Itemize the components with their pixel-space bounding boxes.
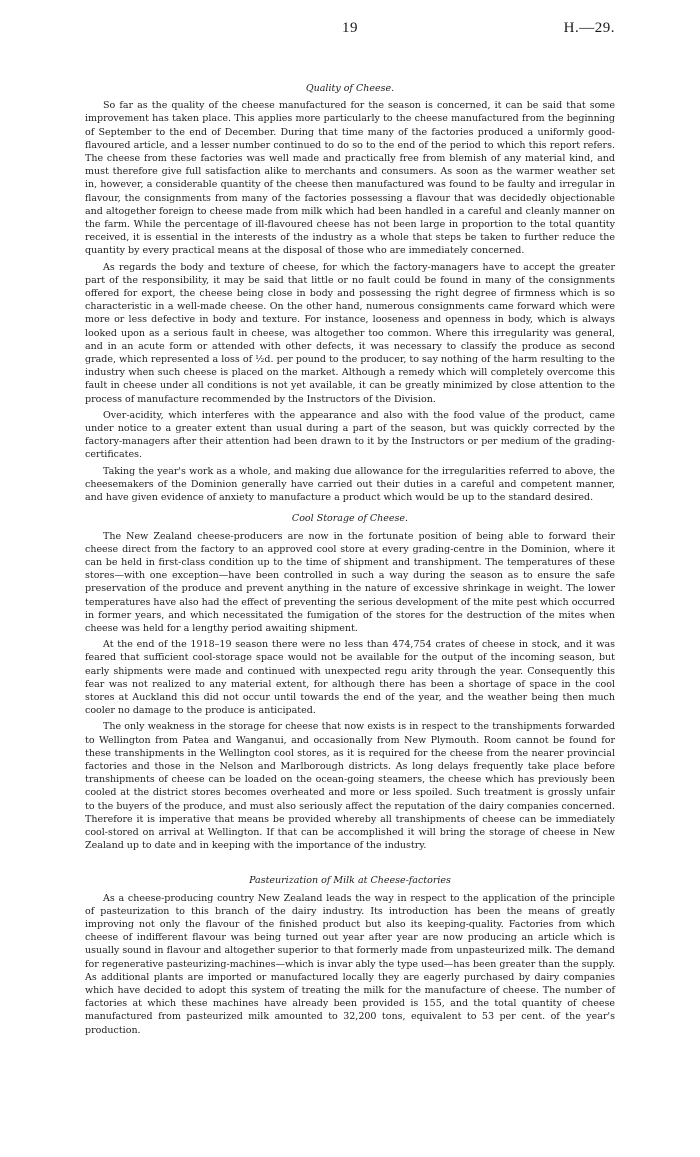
section-title: Cool Storage of Cheese. (291, 513, 409, 525)
paragraph: The New Zealand cheese-producers are now in the fortunate position of being able to forward their cheese direct from the factory to an approved cool store at every grading-centre in the Dominion, where it can be held in first-class condition up to the time of shipment and transhipment. The temperatures of these stores—with one exception—have been controlled in such a way during the season as to ensure the safe preservation of the produce and prevent anything in the nature of excessive shrinkage in weight. The lower temperatures have also had the effect of preventing the serious development of the mite pest which occurred in former years, and which necessitated the fumigation of the stores for the destruction of the mites when cheese was held for a lengthy period awaiting shipment. (85, 530, 615, 634)
page-header (85, 20, 615, 40)
page-number: 19 (342, 20, 358, 36)
paragraph: As a cheese-producing country New Zealand leads the way in respect to the application of the principle of pasteurization to this branch of the dairy industry. Its introduction has been the means of greatly improving not only the flavour of the finished product but also its keeping-quality. Factories from which cheese of indifferent flavour was being turned out year after year are now producing an article which is usually sound in flavour and altogether superior to that formerly made from unpasteurized milk. The demand for regenerative pasteurizing-machines—which is invar ably the type used—has been greater than the supply. As additional plants are imported or manufactured locally they are eagerly purchased by dairy companies which have decided to adopt this system of treating the milk for the manufacture of cheese. The number of factories at which these machines have already been provided is 155, and the total quantity of cheese manufactured from pasteurized milk amounted to 32,200 tons, equivalent to 53 per cent. of the year's production. (85, 892, 615, 1036)
section-cool-storage (85, 512, 615, 852)
paragraph: Over-acidity, which interferes with the appearance and also with the food value of the product, came under notice to a greater extent than usual during a part of the season, but was quickly corrected by the factory-managers after their attention had been drawn to it by the Instructors or per medium of the grading-certificates. (85, 409, 615, 461)
document-reference: H.—29. (563, 20, 615, 36)
document-body (85, 80, 615, 1040)
section-title: Pasteurization of Milk at Cheese-factories (249, 875, 451, 887)
section-pasteurization (85, 874, 615, 1036)
paragraph: As regards the body and texture of cheese, for which the factory-managers have to accept the greater part of the responsibility, it may be said that little or no fault could be found in many of the consignments offered for export, the cheese being close in body and possessing the right degree of firmness which is so characteristic in a well-made cheese. On the other hand, numerous consignments came forward which were more or less defective in body and texture. For instance, looseness and openness in body, which is always looked upon as a serious fault in cheese, was altogether too common. Where this irregularity was general, and in an acute form or attended with other defects, it was necessary to classify the produce as second grade, which represented a loss of ½d. per pound to the producer, to say nothing of the harm resulting to the industry when such cheese is placed on the market. Although a remedy which will completely overcome this fault in cheese under all conditions is not yet available, it can be greatly minimized by close attention to the process of manufacture recommended by the Instructors of the Division. (85, 261, 615, 405)
section-quality-of-cheese (85, 82, 615, 504)
section-title: Quality of Cheese. (305, 83, 395, 94)
paragraph: At the end of the 1918–19 season there were no less than 474,754 crates of cheese in stock, and it was feared that sufficient cool-storage space would not be available for the output of the incoming season, but early shipments were made and continued with unexpected regu arity through the year. Consequently this fear was not realized to any material extent, for although there has been a shortage of space in the cool stores at Auckland this did not occur until towards the end of the year, and the weather being then much cooler no damage to the produce is anticipated. (85, 639, 615, 717)
paragraph: The only weakness in the storage for cheese that now exists is in respect to the transhipments forwarded to Wellington from Patea and Wanganui, and occasionally from New Plymouth. Room cannot be found for these transhipments in the Wellington cool stores, as it is required for the cheese from the nearer provincial factories and those in the Nelson and Marlborough districts. As long delays frequently take place before transhipments of cheese can be loaded on the ocean-going steamers, the cheese which has previously been cooled at the district stores becomes overheated and more or less spoiled. Such treatment is grossly unfair to the buyers of the produce, and must also seriously affect the reputation of the dairy companies concerned. Therefore it is imperative that means be provided whereby all transhipments of cheese can be immediately cool-stored on arrival at Wellington. If that can be accomplished it will bring the storage of cheese in New Zealand up to date and in keeping with the importance of the industry. (85, 721, 615, 852)
paragraph: So far as the quality of the cheese manufactured for the season is concerned, it can be said that some improvement has taken place. This applies more particularly to the cheese manufactured from the beginning of September to the end of December. During that time many of the factories produced a uniformly good-flavoured article, and a lesser number continued to do so to the end of the period to which this report refers. The cheese from these factories was well made and practically free from blemish of any material kind, and must therefore give full satisfaction alike to merchants and consumers. As soon as the warmer weather set in, however, a considerable quantity of the cheese then manufactured was found to be faulty and irregular in flavour, the consignments from many of the factories possessing a flavour that was decidedly objectionable and altogether foreign to cheese made from milk which had been handled in a careful and cleanly manner on the farm. While the percentage of ill-flavoured cheese has not been large in proportion to the total quantity received, it is essential in the interests of the industry as a whole that steps be taken to further reduce the quantity by every practical means at the disposal of those who are immediately concerned. (85, 100, 615, 257)
paragraph: Taking the year's work as a whole, and making due allowance for the irregularities referred to above, the cheesemakers of the Dominion generally have carried out their duties in a careful and competent manner, and have given evidence of anxiety to manufacture a product which would be up to the standard desired. (85, 465, 615, 504)
